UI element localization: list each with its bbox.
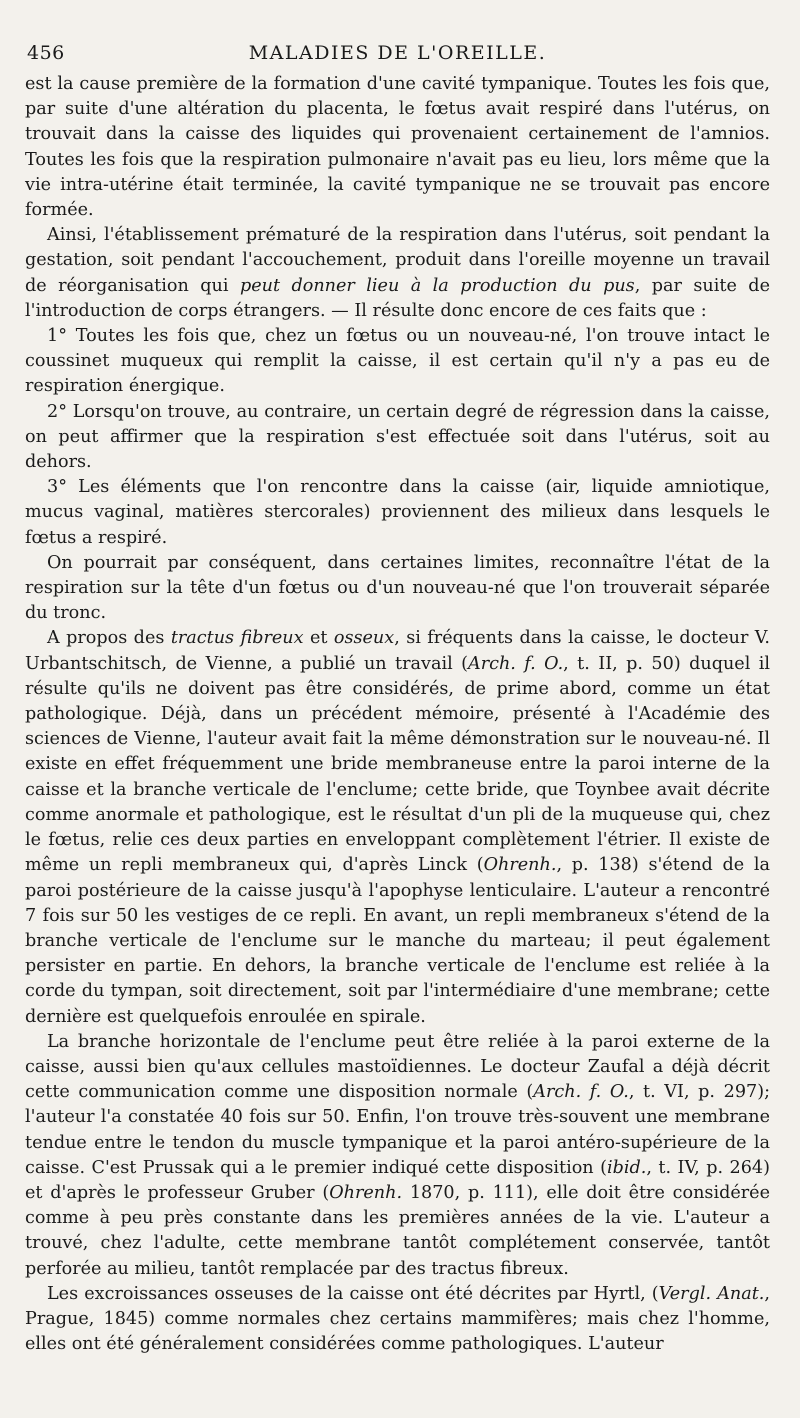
paragraph-1: est la cause première de la formation d'une cavité tympanique. Toutes les fois que, par suite d'une altération du placenta, le fœtus avait respiré dans l'utérus, on trouvait dans la caisse des liquides qui provenaient certainement de l'amnios. Toutes les fois que la respiration pulmonaire n'avait pas eu lieu, lors même que la vie intra-utérine était terminée, la cavité tympanique ne se trouvait pas encore formée. bbox=[25, 74, 770, 221]
text-run: , t. II, p. 50) duquel il résulte qu'ils ne doivent pas être considérés, de prime abord, comme un état pathologique. Déjà, dans un précédent mémoire, présenté à l'Académie des sciences de Vienne, l'auteur avait fait la même démonstration sur le nouveau-né. Il existe en effet fréquemment une bride membraneuse entre la paroi interne de la caisse et la branche verticale de l'enclume; cette bride, que Toynbee avait décrite comme anormale et pathologique, est le résultat d'un pli de la muqueuse qui, chez le fœtus, relie ces deux parties en enveloppant complètement l'étrier. Il existe de même un repli membraneux qui, d'après Linck ( bbox=[25, 653, 770, 876]
citation-title: Vergl. Anat. bbox=[658, 1283, 765, 1304]
text-run: et bbox=[303, 628, 334, 649]
citation-title: ibid. bbox=[606, 1157, 647, 1178]
text-run: , Prague, 1845) comme normales chez certains mammifères; mais chez l'homme, elles ont été généralement considérées comme pathologiques. L'auteur bbox=[25, 1283, 770, 1355]
body-text bbox=[25, 72, 770, 1357]
text-run: Les excroissances osseuses de la caisse ont été décrites par Hyrtl, ( bbox=[47, 1283, 659, 1304]
text-run: , t. VI, p. 297); l'auteur l'a constatée 40 fois sur 50. Enfin, l'on trouve très-souvent une membrane tendue entre le tendon du muscle tympanique et la paroi antéro-supérieure de la caisse. C'est Prussak qui a le premier indiqué cette disposition ( bbox=[25, 1082, 770, 1178]
paragraph-enclume bbox=[25, 1030, 770, 1282]
text-run: A propos des bbox=[47, 628, 171, 649]
paragraph-2-text: Ainsi, l'établissement prématuré de la respiration dans l'utérus, soit pendant la gestation, soit pendant l'accouchement, produit dans l'oreille moyenne un travail de réorganisation qui bbox=[25, 225, 770, 296]
text-run: , si fréquents dans la caisse, le docteur V. Urbantschitsch, de Vienne, a publié un travail ( bbox=[25, 628, 770, 674]
italic-term: osseux bbox=[333, 628, 395, 649]
italic-term: tractus fibreux bbox=[170, 628, 304, 649]
page-number: 456 bbox=[27, 42, 65, 64]
text-run: 1870, p. 111), elle doit être considérée comme à peu près constante dans les premières années de la vie. L'auteur a trouvé, chez l'adulte, cette membrane tantôt complétement conservée, tantôt perforée au milieu, tantôt remplacée par des tractus fibreux. bbox=[25, 1182, 770, 1279]
text-run: , p. 138) s'étend de la paroi postérieure de la caisse jusqu'à l'apophyse lenticulaire. L'auteur a rencontré 7 fois sur 50 les vestiges de ce repli. En avant, un repli membraneux s'étend de la branche verticale de l'enclume sur le manche du marteau; il peut également persister en partie. En dehors, la branche verticale de l'enclume est reliée à la corde du tympan, soit directement, soit par l'intermédiaire d'une membrane; cette dernière est quelquefois enroulée en spirale. bbox=[25, 855, 770, 1027]
paragraph-2 bbox=[25, 223, 770, 324]
list-item-1: 1° Toutes les fois que, chez un fœtus ou un nouveau-né, l'on trouve intact le coussinet muqueux qui remplit la caisse, il est certain qu'il n'y a pas eu de respiration énergique. bbox=[25, 326, 770, 397]
running-title: MALADIES DE L'OREILLE. bbox=[248, 42, 547, 64]
paragraph-conclusion: On pourrait par conséquent, dans certaines limites, reconnaître l'état de la respiration sur la tête d'un fœtus ou d'un nouveau-né que l'on trouverait séparée du tronc. bbox=[25, 552, 770, 624]
list-item-2: 2° Lorsqu'on trouve, au contraire, un certain degré de régression dans la caisse, on peut affirmer que la respiration s'est effectuée soit dans l'utérus, soit au dehors. bbox=[25, 401, 770, 473]
text-run: La branche horizontale de l'enclume peut être reliée à la paroi externe de la caisse, aussi bien qu'aux cellules mastoïdiennes. Le docteur Zaufal a déjà décrit cette communication comme une disposition normale ( bbox=[25, 1031, 770, 1103]
running-head bbox=[25, 38, 770, 72]
text-run: , t. IV, p. 264) et d'après le professeur Gruber ( bbox=[25, 1157, 770, 1203]
citation-title: Arch. f. O. bbox=[467, 653, 564, 674]
citation-title: Arch. f. O. bbox=[533, 1082, 629, 1103]
paragraph-2-text-end: , par suite de l'introduction de corps étrangers. — Il résulte donc encore de ces faits que : bbox=[25, 275, 770, 321]
list-item-3: 3° Les éléments que l'on rencontre dans la caisse (air, liquide amniotique, mucus vaginal, matières stercorales) proviennent des milieux dans lesquels le fœtus a respiré. bbox=[25, 477, 770, 548]
citation-title: Ohrenh. bbox=[329, 1182, 403, 1203]
paragraph-tractus bbox=[25, 626, 770, 1029]
paragraph-2-italic: peut donner lieu à la production du pus bbox=[239, 275, 635, 296]
paragraph-excroissances bbox=[25, 1282, 770, 1358]
citation-title: Ohrenh. bbox=[483, 855, 557, 876]
